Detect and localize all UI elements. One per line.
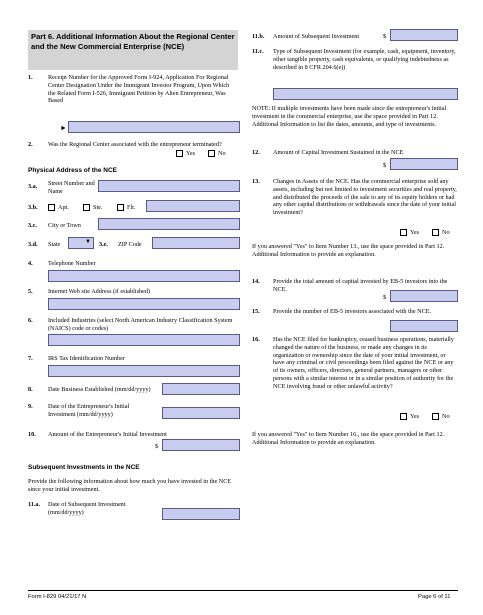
capital-sustained-input[interactable]	[390, 158, 458, 170]
naics-input[interactable]	[48, 334, 240, 346]
initial-investment-amount-input[interactable]	[162, 439, 240, 451]
apt-checkbox[interactable]	[48, 204, 55, 211]
street-input[interactable]	[98, 180, 240, 192]
part-6-header: Part 6. Additional Information About the Regional Center and the New Commercial Enterprise (NCE)	[28, 30, 238, 70]
q11c-number: 11.c.	[252, 48, 264, 55]
subsequent-type-input[interactable]	[273, 88, 458, 100]
eb5-capital-label: Provide the total amount of capital invested by EB-5 investors into the NCE.	[273, 278, 448, 293]
subsequent-amount-input[interactable]	[390, 29, 458, 41]
subsequent-intro: Provide the following information about how much you have invested in the NCE since your initial investment.	[28, 478, 232, 493]
subsequent-date-input[interactable]	[162, 508, 240, 520]
receipt-number-input[interactable]	[68, 121, 240, 133]
telephone-input[interactable]	[48, 270, 240, 282]
apt-label: Apt.	[58, 204, 69, 211]
q3a-number: 3.a.	[28, 183, 38, 190]
q13-text: Changes in Assets of the NCE. Has the commercial enterprise sold any assets, including but not limited to investment securities and real property, and distributed the proceeds of the sale to any of its equity holders or had any other capital distributions or withdrawals since the date of your initial investment?	[273, 178, 457, 216]
flr-label: Flr.	[127, 204, 136, 211]
physical-address-heading: Physical Address of the NCE	[28, 167, 117, 174]
q6-number: 6.	[28, 317, 33, 324]
q13-no-label: No	[442, 229, 450, 236]
q1-number: 1.	[28, 74, 33, 81]
website-input[interactable]	[48, 298, 240, 310]
q10-number: 10.	[28, 431, 36, 438]
footer-divider	[28, 590, 458, 591]
q2-number: 2.	[28, 141, 33, 148]
q2-no-checkbox[interactable]	[208, 150, 215, 157]
initial-investment-date-label: Date of the Entrepreneur's Initial Investment (mm/dd/yyyy)	[48, 403, 130, 418]
dollar-sign: $	[383, 33, 387, 40]
dollar-sign: $	[383, 162, 387, 169]
eb5-investors-input[interactable]	[390, 320, 458, 332]
q16-text: Has the NCE filed for bankruptcy, ceased business operations, materially changed the nature of the business, or made any changes in its organization or ownership since the date of your initial investment, or have any criminal or civil proceedings been filed against the NCE or any of its owners, officers, directors, general partners, managers or other persons with a similar interest or in a similar position of authority for the NCE involving fraud or other unlawful activity?	[273, 336, 454, 390]
q16-no-label: No	[442, 413, 450, 420]
q13-no-checkbox[interactable]	[432, 229, 439, 236]
unit-number-input[interactable]	[146, 200, 240, 212]
city-label: City or Town	[48, 222, 81, 229]
ste-label: Ste.	[93, 204, 103, 211]
q16-yes-checkbox[interactable]	[400, 413, 407, 420]
q8-number: 8.	[28, 386, 33, 393]
q12-number: 12.	[252, 149, 260, 156]
note-text: NOTE: If multiple investments have been made since the entrepreneur's initial investment in the commercial enterprise, use the space provided in Part 12. Additional Information to list the dates, amounts, and type of investments.	[252, 105, 447, 128]
date-established-label: Date Business Established (mm/dd/yyyy)	[48, 386, 151, 393]
q16-no-checkbox[interactable]	[432, 413, 439, 420]
page-number: Page 6 of 11	[418, 594, 451, 600]
if-yes-13-text: If you answered "Yes" to Item Number 13., use the space provided in Part 12. Additional Information to provide an explanation.	[252, 243, 445, 258]
q2-no-label: No	[218, 150, 226, 157]
eb5-capital-input[interactable]	[390, 290, 458, 302]
capital-sustained-label: Amount of Capital Investment Sustained in the NCE	[273, 149, 404, 156]
q2-yes-checkbox[interactable]	[176, 150, 183, 157]
q16-yes-label: Yes	[410, 413, 420, 420]
q3d-number: 3.d.	[28, 241, 38, 248]
naics-label: Included Industries (select North American Industry Classification System (NAICS) code or codes)	[48, 317, 233, 332]
date-established-input[interactable]	[162, 383, 240, 395]
q13-yes-checkbox[interactable]	[400, 229, 407, 236]
subsequent-type-label: Type of Subsequent Investment (for example, cash, equipment, inventory, other tangible property, cash equivalents, or qualifying indebtedness as described in 8 CFR 204.6(e))	[273, 48, 456, 71]
if-yes-16-text: If you answered "Yes" to Item Number 16., use the space provided in Part 12. Additional Information to provide an explanation.	[252, 431, 445, 446]
chevron-down-icon: ▼	[85, 239, 91, 245]
q16-number: 16.	[252, 336, 260, 343]
ste-checkbox[interactable]	[83, 204, 90, 211]
q11b-number: 11.b.	[252, 33, 265, 40]
q3b-number: 3.b.	[28, 204, 38, 211]
q11a-number: 11.a.	[28, 501, 41, 508]
dollar-sign: $	[155, 443, 159, 450]
q1-text: Receipt Number for the Approved Form I-924, Application For Regional Center Designation Under the Immigrant Investor Program, Upon Which the Related Form I-526, Immigrant Petition by Alien Entrepreneur, Was Based	[48, 74, 230, 105]
state-select[interactable]	[68, 237, 94, 249]
street-label: Street Number and Name	[48, 180, 95, 195]
q3e-number: 3.e.	[99, 241, 108, 248]
eb5-investors-label: Provide the number of EB-5 investors associated with the NCE.	[273, 308, 432, 315]
subsequent-investments-heading: Subsequent Investments in the NCE	[28, 464, 140, 471]
initial-investment-date-input[interactable]	[162, 407, 240, 419]
initial-investment-amount-label: Amount of the Entrepreneur's Initial Investment	[48, 431, 167, 438]
state-label: State	[48, 241, 61, 248]
tax-id-input[interactable]	[48, 365, 240, 377]
q9-number: 9.	[28, 403, 33, 410]
q13-yes-label: Yes	[410, 229, 420, 236]
dollar-sign: $	[383, 294, 387, 301]
q14-number: 14.	[252, 278, 260, 285]
subsequent-date-label: Date of Subsequent Investment (mm/dd/yyyy)	[48, 501, 126, 516]
q15-number: 15.	[252, 308, 260, 315]
q7-number: 7.	[28, 355, 33, 362]
q13-number: 13.	[252, 178, 260, 185]
website-label: Internet Web site Address (if established)	[48, 288, 150, 295]
q4-number: 4.	[28, 260, 33, 267]
flr-checkbox[interactable]	[117, 204, 124, 211]
subsequent-amount-label: Amount of Subsequent Investment	[273, 33, 360, 40]
zip-label: ZIP Code	[118, 241, 142, 248]
form-id: Form I-829 04/21/17 N	[28, 594, 87, 600]
q3c-number: 3.c.	[28, 222, 37, 229]
q5-number: 5.	[28, 288, 33, 295]
arrow-icon: ►	[60, 124, 67, 132]
q2-yes-label: Yes	[186, 150, 196, 157]
telephone-label: Telephone Number	[48, 260, 96, 267]
q2-text: Was the Regional Center associated with the entrepreneur terminated?	[48, 141, 222, 148]
zip-input[interactable]	[152, 237, 240, 249]
city-input[interactable]	[98, 218, 240, 230]
tax-id-label: IRS Tax Identification Number	[48, 355, 125, 362]
